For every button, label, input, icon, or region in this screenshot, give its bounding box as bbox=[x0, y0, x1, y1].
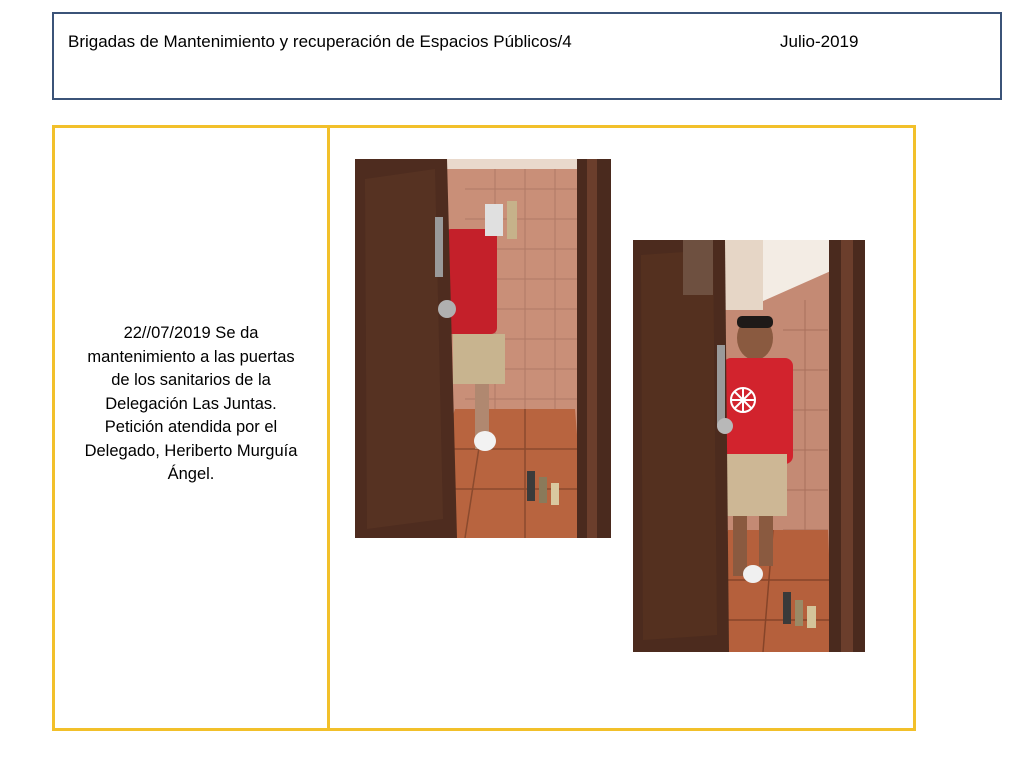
header-box bbox=[52, 12, 1002, 100]
content-panel bbox=[52, 125, 916, 731]
maintenance-photo-2 bbox=[633, 240, 865, 652]
maintenance-photo-1 bbox=[355, 159, 611, 538]
page-title: Brigadas de Mantenimiento y recuperación de Espacios Públicos/4 bbox=[68, 32, 572, 51]
report-description: 22//07/2019 Se da mantenimiento a las puertas de los sanitarios de la Delegación Las Juntas. Petición atendida por el Delegado, Heriberto Murguía Ángel. bbox=[84, 324, 298, 483]
column-divider bbox=[327, 128, 330, 728]
report-date: Julio-2019 bbox=[780, 32, 859, 51]
